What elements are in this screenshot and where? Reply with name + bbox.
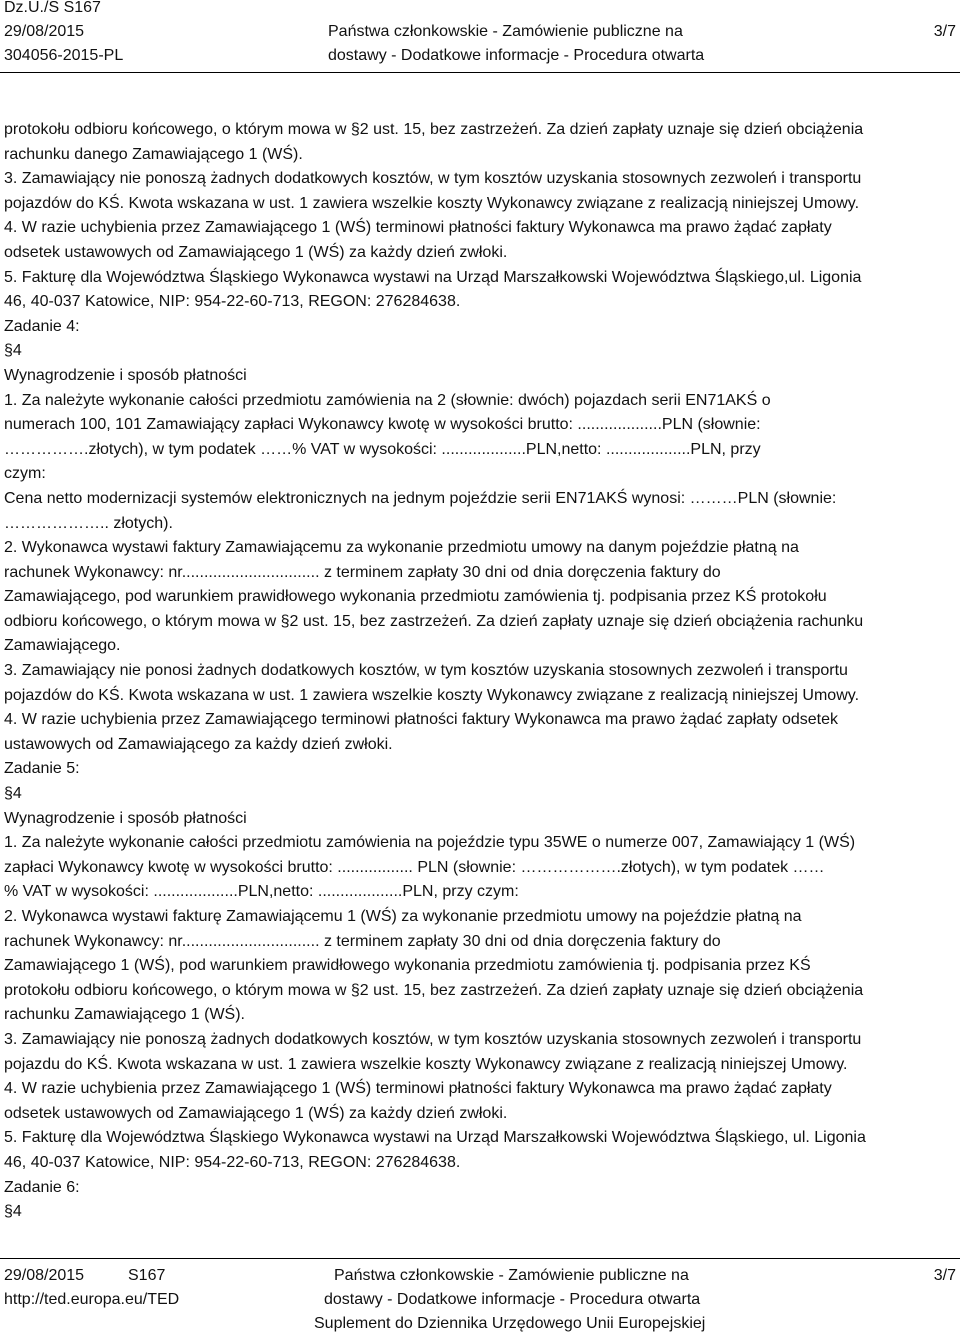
- body-line: numerach 100, 101 Zamawiający zapłaci Wykonawcy kwotę w wysokości brutto: ...................PLN (słownie:: [4, 416, 761, 434]
- header-date: 29/08/2015: [4, 23, 85, 40]
- body-line: 1. Za należyte wykonanie całości przedmiotu zamówienia na pojeździe typu 35WE o numerze 007, Zamawiający 1 (WŚ): [4, 834, 856, 852]
- body-line: 3. Zamawiający nie ponoszą żadnych dodatkowych kosztów, w tym kosztów uzyskania stosownych zezwoleń i transportu: [4, 170, 862, 188]
- body-line: §4: [4, 785, 22, 803]
- document-body: [4, 118, 956, 1225]
- body-line: czym:: [4, 465, 46, 483]
- body-line: Zadanie 5:: [4, 760, 80, 778]
- body-line: odsetek ustawowych od Zamawiającego 1 (WŚ) za każdy dzień zwłoki.: [4, 1104, 508, 1122]
- body-line: pojazdu do KŚ. Kwota wskazana w ust. 1 zawiera wszelkie koszty Wykonawcy związane z realizacją niniejszej Umowy.: [4, 1055, 848, 1073]
- body-line: odbioru końcowego, o którym mowa w §2 ust. 15, bez zastrzeżeń. Za dzień zapłaty uznaje się dzień obciążenia rachunku: [4, 612, 864, 630]
- body-line: §4: [4, 342, 22, 360]
- body-line: protokołu odbioru końcowego, o którym mowa w §2 ust. 15, bez zastrzeżeń. Za dzień zapłaty uznaje się dzień obciążenia: [4, 121, 864, 138]
- header-divider: [0, 72, 960, 73]
- body-line: protokołu odbioru końcowego, o którym mowa w §2 ust. 15, bez zastrzeżeń. Za dzień zapłaty uznaje się dzień obciążenia: [4, 981, 864, 999]
- footer-title-line3: Suplement do Dziennika Urzędowego Unii Europejskiej: [314, 1315, 706, 1332]
- body-line: rachunku danego Zamawiającego 1 (WŚ).: [4, 145, 303, 163]
- footer-title-line1: Państwa członkowskie - Zamówienie publiczne na: [334, 1267, 689, 1284]
- body-line: 3. Zamawiający nie ponoszą żadnych dodatkowych kosztów, w tym kosztów uzyskania stosownych zezwoleń i transportu: [4, 1030, 862, 1048]
- body-line: rachunku Zamawiającego 1 (WŚ).: [4, 1006, 245, 1024]
- body-line: pojazdów do KŚ. Kwota wskazana w ust. 1 zawiera wszelkie koszty Wykonawcy związane z realizacją niniejszej Umowy.: [4, 194, 860, 212]
- body-line: 5. Fakturę dla Województwa Śląskiego Wykonawca wystawi na Urząd Marszałkowski Województwa Śląskiego,ul. Ligonia: [4, 268, 862, 286]
- body-line: 1. Za należyte wykonanie całości przedmiotu zamówienia na 2 (słownie: dwóch) pojazdach serii EN71AKŚ o: [4, 391, 771, 409]
- body-line: rachunek Wykonawcy: nr............................... z terminem zapłaty 30 dni od dnia doręczenia faktury do: [4, 932, 721, 950]
- body-line: ustawowych od Zamawiającego za każdy dzień zwłoki.: [4, 735, 393, 753]
- body-line: pojazdów do KŚ. Kwota wskazana w ust. 1 zawiera wszelkie koszty Wykonawcy związane z realizacją niniejszej Umowy.: [4, 686, 860, 704]
- body-line: 46, 40-037 Katowice, NIP: 954-22-60-713, REGON: 276284638.: [4, 293, 461, 311]
- body-line: 2. Wykonawca wystawi faktury Zamawiającemu za wykonanie przedmiotu umowy na danym pojeździe płatną na: [4, 539, 799, 557]
- body-line: 46, 40-037 Katowice, NIP: 954-22-60-713, REGON: 276284638.: [4, 1153, 461, 1171]
- header-page-number: 3/7: [933, 23, 956, 40]
- body-line: odsetek ustawowych od Zamawiającego 1 (WŚ) za każdy dzień zwłoki.: [4, 243, 508, 261]
- body-line: Cena netto modernizacji systemów elektronicznych na jednym pojeździe serii EN71AKŚ wynosi: ………PLN (słownie:: [4, 489, 837, 507]
- body-line: §4: [4, 1203, 22, 1221]
- doc-ref: Dz.U./S S167: [4, 0, 101, 16]
- footer-series: S167: [128, 1267, 166, 1284]
- body-line: zapłaci Wykonawcy kwotę w wysokości brutto: ................. PLN (słownie: ……………….złotych), w tym podatek ……: [4, 858, 825, 876]
- footer-title-line2: dostawy - Dodatkowe informacje - Procedura otwarta: [324, 1291, 701, 1308]
- body-line: rachunek Wykonawcy: nr............................... z terminem zapłaty 30 dni od dnia doręczenia faktury do: [4, 563, 721, 581]
- body-line: 5. Fakturę dla Województwa Śląskiego Wykonawca wystawi na Urząd Marszałkowski Województwa Śląskiego, ul. Ligonia: [4, 1129, 866, 1147]
- page-footer: [0, 1262, 960, 1334]
- body-line: Zamawiającego.: [4, 637, 121, 655]
- body-line: % VAT w wysokości: ...................PLN,netto: ...................PLN, przy czym:: [4, 883, 519, 901]
- page-header: [0, 0, 960, 72]
- footer-date: 29/08/2015: [4, 1267, 85, 1284]
- body-line: Zamawiającego, pod warunkiem prawidłowego wykonania przedmiotu zamówienia tj. podpisania przez KŚ protokołu: [4, 588, 827, 606]
- footer-divider: [0, 1258, 960, 1259]
- body-line: …………….złotych), w tym podatek ……% VAT w wysokości: ...................PLN,netto: ...................PLN, przy: [4, 440, 761, 458]
- body-line: 4. W razie uchybienia przez Zamawiającego terminowi płatności faktury Wykonawca ma prawo żądać zapłaty odsetek: [4, 711, 839, 729]
- body-line: 2. Wykonawca wystawi fakturę Zamawiającemu 1 (WŚ) za wykonanie przedmiotu umowy na pojeździe płatną na: [4, 908, 802, 925]
- footer-page-number: 3/7: [933, 1267, 956, 1284]
- body-line: Zadanie 6:: [4, 1178, 80, 1196]
- body-line: Wynagrodzenie i sposób płatności: [4, 366, 247, 384]
- body-line: Zadanie 4:: [4, 317, 80, 335]
- footer-url[interactable]: http://ted.europa.eu/TED: [4, 1291, 180, 1308]
- body-line: ……………….. złotych).: [4, 514, 173, 532]
- header-title-line2: dostawy - Dodatkowe informacje - Procedura otwarta: [328, 47, 705, 64]
- header-title-line1: Państwa członkowskie - Zamówienie publiczne na: [328, 23, 683, 40]
- notice-id: 304056-2015-PL: [4, 47, 124, 64]
- body-line: 4. W razie uchybienia przez Zamawiającego 1 (WŚ) terminowi płatności faktury Wykonawca ma prawo żądać zapłaty: [4, 219, 832, 237]
- body-line: 3. Zamawiający nie ponosi żadnych dodatkowych kosztów, w tym kosztów uzyskania stosownych zezwoleń i transportu: [4, 662, 848, 680]
- body-line: Zamawiającego 1 (WŚ), pod warunkiem prawidłowego wykonania przedmiotu zamówienia tj. podpisania przez KŚ: [4, 957, 811, 975]
- body-line: 4. W razie uchybienia przez Zamawiającego 1 (WŚ) terminowi płatności faktury Wykonawca ma prawo żądać zapłaty: [4, 1080, 832, 1098]
- body-line: Wynagrodzenie i sposób płatności: [4, 809, 247, 827]
